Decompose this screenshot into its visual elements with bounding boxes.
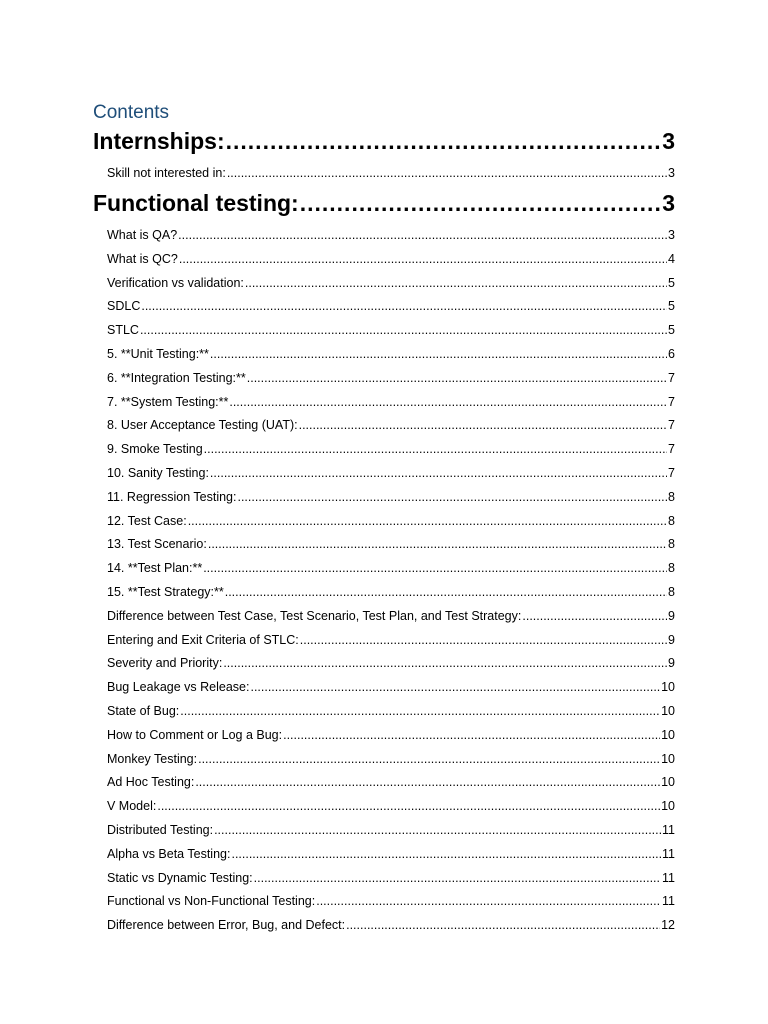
toc-page-number: 10: [661, 775, 675, 790]
dot-leader: [300, 633, 667, 647]
toc-entry[interactable]: [93, 633, 675, 651]
toc-page-number: 7: [668, 466, 675, 480]
toc-page-number: 5: [668, 323, 675, 338]
toc-entry[interactable]: [93, 228, 675, 246]
toc-page-number: 4: [668, 251, 675, 266]
toc-entry[interactable]: [93, 276, 675, 294]
toc-page-number: 10: [661, 727, 675, 742]
dot-leader: [250, 680, 660, 694]
toc-entry-label: 6. **Integration Testing:**: [107, 370, 246, 385]
toc-page-number: 5: [668, 275, 675, 290]
toc-entry-label: 15. **Test Strategy:**: [107, 585, 224, 599]
toc-entry[interactable]: [93, 252, 675, 270]
toc-entry-label: Ad Hoc Testing:: [107, 775, 195, 790]
toc-page-number: 10: [661, 680, 675, 695]
toc-entry-label: STLC: [107, 323, 139, 338]
toc-entry[interactable]: [93, 561, 675, 579]
dot-leader: [237, 490, 667, 504]
toc-page-number: 3: [668, 228, 675, 242]
toc-entry[interactable]: [93, 442, 675, 460]
toc-entry[interactable]: [93, 514, 675, 532]
toc-entry[interactable]: [93, 537, 675, 555]
toc-heading: Contents: [93, 102, 170, 123]
toc-entry-label: Functional testing:: [93, 190, 299, 216]
toc-entry-label: 11. Regression Testing:: [107, 489, 237, 504]
dot-leader: [188, 514, 667, 528]
toc-entry-label: Skill not interested in:: [107, 166, 226, 180]
toc-entry-label: Verification vs validation:: [107, 275, 244, 290]
dot-leader: [210, 347, 667, 361]
toc-page-number: 3: [662, 190, 675, 216]
dot-leader: [214, 823, 661, 837]
dot-leader: [210, 466, 667, 480]
dot-leader: [247, 371, 667, 385]
dot-leader: [245, 276, 667, 290]
dot-leader: [198, 752, 660, 766]
dot-leader: [346, 918, 660, 932]
toc-entry-label: Bug Leakage vs Release:: [107, 680, 250, 695]
toc-page-number: 6: [668, 347, 675, 361]
toc-entry[interactable]: [93, 799, 675, 817]
toc-entry-label: 12. Test Case:: [107, 513, 187, 528]
toc-entry-label: Static vs Dynamic Testing:: [107, 870, 253, 885]
toc-entry[interactable]: [93, 166, 675, 184]
toc-page-number: 11: [662, 870, 675, 885]
toc-page-number: 9: [668, 632, 675, 647]
toc-page-number: 3: [668, 166, 675, 180]
toc-entry[interactable]: [93, 323, 675, 341]
dot-leader: [229, 395, 667, 409]
toc-entry[interactable]: [93, 752, 675, 770]
toc-entry[interactable]: [93, 656, 675, 674]
dot-leader: [300, 190, 661, 217]
toc-entry[interactable]: [93, 871, 675, 889]
dot-leader: [208, 537, 667, 551]
toc-page-number: 10: [661, 799, 675, 814]
toc-entry-label: Difference between Error, Bug, and Defect:: [107, 918, 346, 933]
toc-entry-label: Difference between Test Case, Test Scenario, Test Plan, and Test Strategy:: [107, 608, 522, 623]
toc-entry-label: 8. User Acceptance Testing (UAT):: [107, 418, 298, 433]
toc-entry[interactable]: [93, 894, 675, 912]
toc-page-number: 12: [661, 918, 675, 933]
dot-leader: [195, 775, 660, 789]
toc-entry-label: 9. Smoke Testing: [107, 442, 203, 457]
toc-entry[interactable]: [93, 347, 675, 365]
toc-page-number: 7: [668, 442, 675, 457]
toc-entry-label: Alpha vs Beta Testing:: [107, 846, 231, 861]
toc-entry[interactable]: [93, 418, 675, 436]
toc-entry[interactable]: [93, 728, 675, 746]
dot-leader: [204, 442, 667, 456]
toc-entry-label: Entering and Exit Criteria of STLC:: [107, 632, 299, 647]
toc-entry-label: Severity and Priority:: [107, 656, 223, 671]
toc-entry-label: 7. **System Testing:**: [107, 394, 229, 409]
toc-page-number: 9: [668, 608, 675, 623]
toc-page-number: 7: [668, 370, 675, 385]
toc-page-number: 11: [662, 894, 675, 909]
dot-leader: [157, 799, 660, 813]
toc-entry-label: Functional vs Non-Functional Testing:: [107, 894, 316, 909]
toc-entry-label: How to Comment or Log a Bug:: [107, 727, 283, 742]
toc-entry[interactable]: [93, 680, 675, 698]
toc-page-number: 10: [661, 751, 675, 766]
toc-entry[interactable]: [93, 585, 675, 603]
toc-entry[interactable]: [93, 395, 675, 413]
toc-entry-label: Monkey Testing:: [107, 751, 198, 766]
dot-leader: [226, 128, 662, 155]
toc-page-number: 8: [668, 537, 675, 552]
toc-page-number: 8: [668, 489, 675, 504]
toc-page-number: 8: [668, 561, 675, 576]
toc-page-number: 3: [662, 128, 675, 154]
dot-leader: [141, 299, 667, 313]
toc-entry-label: What is QA?: [107, 228, 178, 242]
dot-leader: [180, 704, 660, 718]
dot-leader: [225, 585, 667, 599]
toc-entry[interactable]: [93, 609, 675, 627]
toc-heading-entry[interactable]: [93, 190, 675, 220]
toc-page-number: 7: [668, 394, 675, 409]
dot-leader: [316, 894, 661, 908]
dot-leader: [140, 323, 667, 337]
toc-page-number: 10: [661, 704, 675, 718]
dot-leader: [178, 228, 667, 242]
toc-entry-label: 14. **Test Plan:**: [107, 561, 203, 576]
toc-entry-label: 13. Test Scenario:: [107, 537, 207, 552]
dot-leader: [223, 656, 667, 670]
toc-entry-label: SDLC: [107, 299, 141, 314]
dot-leader: [522, 609, 667, 623]
toc-page-number: 5: [668, 299, 675, 314]
dot-leader: [179, 252, 667, 266]
toc-page-number: 8: [668, 513, 675, 528]
toc-entry[interactable]: [93, 704, 675, 722]
toc-page-number: 11: [662, 846, 675, 861]
toc-entry[interactable]: [93, 823, 675, 841]
toc-entry[interactable]: [93, 371, 675, 389]
toc-entry[interactable]: [93, 775, 675, 793]
toc-page-number: 7: [668, 418, 675, 433]
toc-heading-entry[interactable]: [93, 128, 675, 158]
toc-entry[interactable]: [93, 466, 675, 484]
toc-page-number: 8: [668, 585, 675, 599]
toc-entry-label: 10. Sanity Testing:: [107, 466, 209, 480]
toc-entry-label: State of Bug:: [107, 704, 180, 718]
dot-leader: [231, 847, 661, 861]
toc-page-number: 11: [662, 823, 675, 837]
dot-leader: [283, 728, 660, 742]
toc-entry[interactable]: [93, 847, 675, 865]
toc-entry[interactable]: [93, 918, 675, 936]
toc-page-number: 9: [668, 656, 675, 671]
toc-entry-label: 5. **Unit Testing:**: [107, 347, 209, 361]
toc-entry-label: Internships:: [93, 128, 225, 154]
dot-leader: [254, 871, 661, 885]
dot-leader: [227, 166, 667, 180]
dot-leader: [299, 418, 667, 432]
toc-entry-label: What is QC?: [107, 251, 178, 266]
toc-entry-label: V Model:: [107, 799, 157, 814]
toc-entry-label: Distributed Testing:: [107, 823, 214, 837]
dot-leader: [203, 561, 667, 575]
toc-entry[interactable]: [93, 490, 675, 508]
toc-entry[interactable]: [93, 299, 675, 317]
